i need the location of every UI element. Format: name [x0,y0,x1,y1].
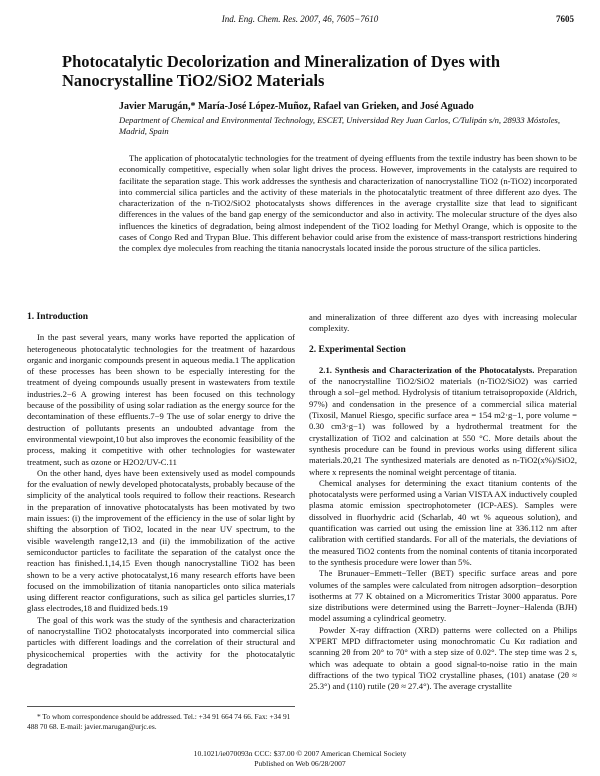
intro-paragraph: In the past several years, many works have reported the application of heterogeneous photocatalytic technologies for the treatment of hazardous organic and inorganic compounds present in aqueous media.1 The application of these processes has been shown to be especially interesting for the treatment of dyeing compounds usually present in wastewaters from textile industries.2−6 A growing interest has been focused on this technology because of the possibility of using solar radiation as the energy source for the decontamination of these effluents.7−9 The use of solar energy to drive the destruction of pollutants presents an undoubted advantage from the environmental viewpoint,10 but also improves the economic feasibility of the process, making it competitive with other technologies for wastewater treatment, such as ozone or H2O2/UV-C.11 [27,332,295,467]
section-heading-introduction: 1. Introduction [27,312,89,322]
left-column [27,312,295,671]
correspondence-footnote: * To whom correspondence should be addressed. Tel.: +34 91 664 74 66. Fax: +34 91 488 70 68. E-mail: javier.marugan@urjc.es. [27,712,291,731]
synthesis-text: Preparation of the nanocrystalline TiO2/SiO2 materials (n-TiO2/SiO2) was carried through a sol−gel method. Hydrolysis of titanium tetraisopropoxide (Aldrich, 97%) and condensation in the presence of a commercial silica material (Tixosil, Manuel Riesgo, specific surface area = 154 m2·g−1, pore volume = 0.30 cm3·g−1) was followed by a hydrothermal treatment for the crystallization of TiO2 and calcination at 550 °C. More details about the synthesis procedure can be found in previous works using different silica materials.20,21 The synthesized materials are denoted as n-TiO2(x%)/SiO2, where x represents the nominal weight percentage of titania. [309,364,577,477]
author-list: Javier Marugán,* María-José López-Muñoz, Rafael van Grieken, and José Aguado [119,101,474,112]
published-date: Published on Web 06/28/2007 [254,758,346,768]
section-heading-experimental: 2. Experimental Section [309,344,406,355]
doi-line: 10.1021/ie070093n CCC: $37.00 © 2007 American Chemical Society [193,749,407,758]
footnote-divider [27,706,295,707]
intro-paragraph: The goal of this work was the study of the synthesis and characterization of nanocrystalline TiO2 photocatalysts incorporated into commercial silica particles with different loadings and the correlation of their structural and physicochemical properties with the activity for the photocatalytic degradation [27,614,295,670]
right-column [309,312,577,693]
intro-paragraph: On the other hand, dyes have been extensively used as model compounds for the evaluation of newly developed photocatalysts, probably because of the simplicity of the analytical tools required to follow their reactions. Research in the preparation of innovative photocatalysts has been motivated by two main issues: (i) the improvement of the efficiency in the use of solar light by shifting the absorption of TiO2, located in the near UV spectrum, to the visible wavelength range12,13 and (ii) the immobilization of the active semiconductor particles to facilitate the separation of the catalyst once the reaction has finished.1,14,15 Even though nanocrystalline TiO2 has been shown to be a very active photocatalyst,16 many research efforts have been focused on the immobilization of titania nanoparticles onto silica materials using different reactor configurations, such as silica gel particles slurries,17 glass electrodes,18 and fluidized beds.19 [27,467,295,614]
experimental-paragraph: Powder X-ray diffraction (XRD) patterns were collected on a Philips X'PERT MPD diffractometer using monochromatic Cu Kα radiation and scanning 2θ from 20° to 70° with a step size of 0.02°. The step time was 2 s, which was adequate to obtain a good signal-to-noise ratio in the main diffractions of the two typical TiO2 crystalline phases, (101) anatase (2θ ≈ 25.3°) and (110) rutile (2θ ≈ 27.4°). The average crystallite [309,624,577,692]
running-header [0,14,600,28]
experimental-paragraph: The Brunauer−Emmett−Teller (BET) specific surface areas and pore volumes of the samples were calculated from nitrogen adsorption−desorption isotherms at 77 K obtained on a Micromeritics Tristar 3000 apparatus. Pore size distributions were determined using the Barrett−Joyner−Halenda (BJH) model assuming a cylindrical geometry. [309,568,577,624]
continued-paragraph: and mineralization of three different azo dyes with increasing molecular complexity. [309,312,577,334]
affiliation: Department of Chemical and Environmental Technology, ESCET, Universidad Rey Juan Carlos, C/Tulipán s/n, 28933 Móstoles, Madrid, Spain [119,115,561,136]
subsection-heading: 2.1. Synthesis and Characterization of the Photocatalysts. [319,364,535,375]
synthesis-paragraph [309,365,577,478]
page-number: 7605 [556,14,574,24]
footer [0,749,600,768]
abstract: The application of photocatalytic technologies for the treatment of dyeing effluents from the textile industry has been shown to be economically competitive, especially when solar light drives the process. However, improvements in the catalysts are required to facilitate the separation stage. This work addresses the synthesis and characterization of nanocrystalline TiO2 (n-TiO2) incorporated into commercial silica particles and the activity of these materials in the photocatalytic treatment of three different azo dyes. The characterization of the n-TiO2/SiO2 photocatalysts shows differences in the average crystallite size that lead to significant differences in the values of the band gap energy of the semiconductor and also in activity. The molecular structure of the dyes also influences the kinetics of degradation, being almost independent of the TiO2 loading for Methyl Orange, which is opposite to the cases of Congo Red and Trypan Blue. This different behavior could arise from the existence of mass-transport restrictions hindering the complex dye molecules from reaching the titania nanocrystals located inside the porous structure of the silica particles. [119,153,577,254]
experimental-paragraph: Chemical analyses for determining the exact titanium contents of the photocatalysts were performed using a Varian VISTA AX inductively coupled plasma atomic emission spectrophotometer (ICP-AES). Samples were dissolved in fluorhydric acid (Scharlab, 40 wt % aqueous solution), and quantification was carried out using the emission line at 336.112 nm after calibration with certified standards. For all of the materials, the deviations of the measured TiO2 contents from the nominal contents of titania incorporated to the synthesis procedure were lower than 5%. [309,477,577,567]
journal-citation: Ind. Eng. Chem. Res. 2007, 46, 7605−7610 [221,14,379,24]
article-title: Photocatalytic Decolorization and Mineralization of Dyes with Nanocrystalline TiO2/SiO2 Materials [62,52,501,90]
